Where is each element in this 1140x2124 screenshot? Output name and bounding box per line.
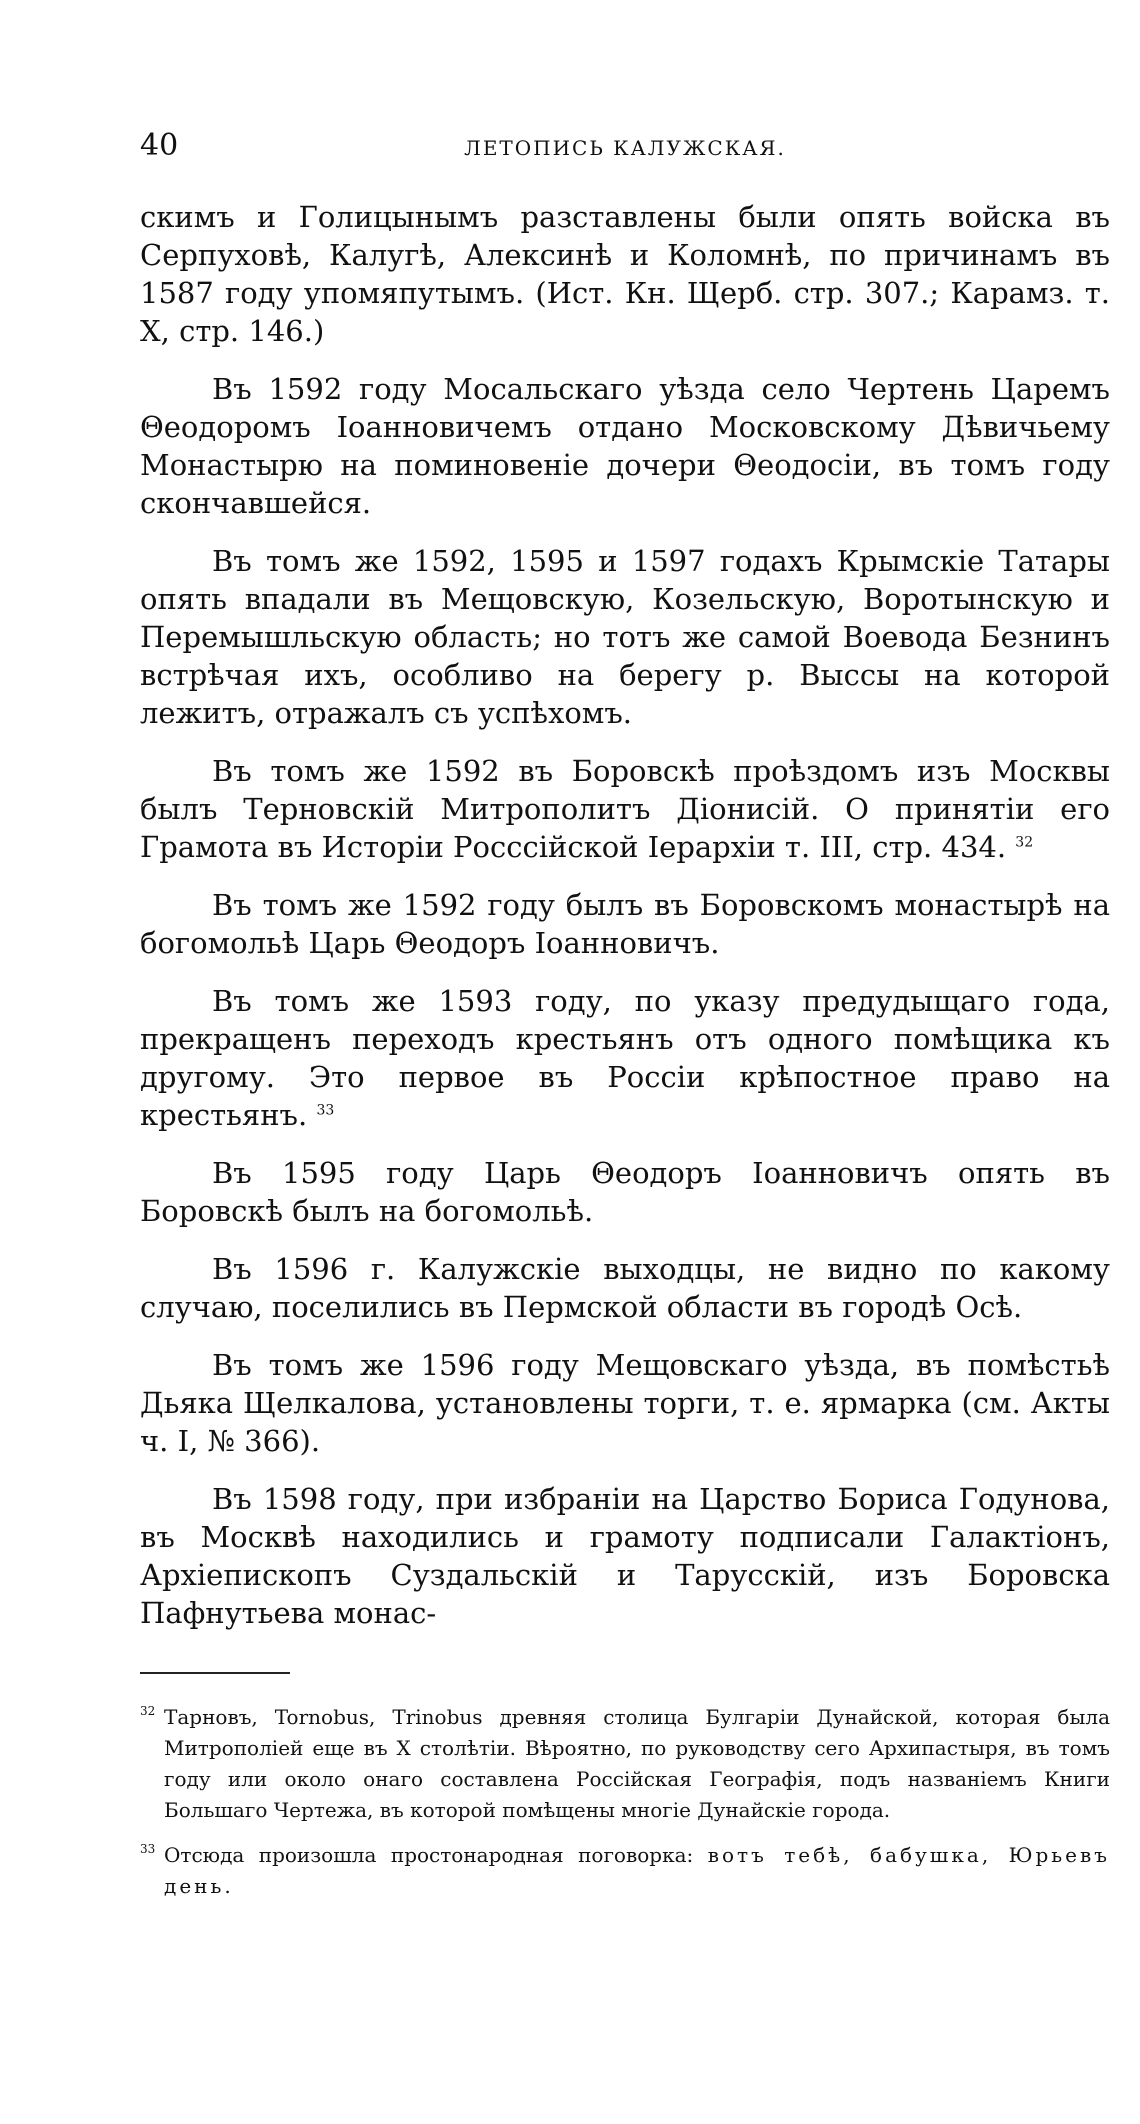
paragraph: скимъ и Голицынымъ разставлены были опять войска въ Серпуховѣ, Калугѣ, Алексинѣ и Коломнѣ, по причинамъ въ 1587 году упомяпутымъ. (Ист. Кн. Щерб. стр. 307.; Карамз. т. X, стр. 146.) [140,200,1110,348]
paragraph [140,752,1110,866]
page [140,128,1110,1916]
footnote-proverb: вотъ тебѣ, бабушка, Юрьевъ день. [164,1843,1111,1898]
footnote-text: Отсюда произошла простонародная поговорка: [164,1843,694,1867]
page-number: 40 [140,128,179,163]
paragraph: Въ 1595 году Царь Θеодоръ Іоанновичъ опять въ Боровскѣ былъ на богомольѣ. [140,1156,1110,1228]
footnote-divider [140,1672,290,1674]
page-header [140,128,1110,168]
paragraph: Въ томъ же 1592 году былъ въ Боровскомъ монастырѣ на богомольѣ Царь Θеодоръ Іоанновичъ. [140,888,1110,960]
body-text [140,198,1110,1632]
footnote-text: Тарновъ, Tornobus, Trinobus древняя столица Булгаріи Дунайской, которая была Митрополіей еще въ X столѣтіи. Вѣроятно, по руководству сего Архипастыря, въ томъ году или около онаго составлена Россійская Географія, подъ названіемъ Книги Большаго Чертежа, въ которой помѣщены многіе Дунайскіе города. [164,1705,1110,1822]
footnote-mark: 32 [140,1704,156,1718]
paragraph-text: Въ томъ же 1592 въ Боровскѣ проѣздомъ изъ Москвы былъ Терновскій Митрополитъ Діонисій. О принятіи его Грамота въ Исторіи Росссійской Іерархіи т. III, стр. 434. [140,754,1110,864]
paragraph: Въ 1592 году Мосальскаго уѣзда село Чертень Царемъ Θеодоромъ Іоанновичемъ отдано Московскому Дѣвичьему Монастырю на поминовеніе дочери Θеодосіи, въ томъ году скончавшейся. [140,372,1110,520]
paragraph: Въ томъ же 1592, 1595 и 1597 годахъ Крымскіе Татары опять впадали въ Мещовскую, Козельскую, Воротынскую и Перемышльскую область; но тотъ же самой Воевода Безнинъ встрѣчая ихъ, особливо на берегу р. Выссы на которой лежитъ, отражалъ съ успѣхомъ. [140,544,1110,730]
footnote-ref: 33 [316,1102,335,1119]
paragraph: Въ 1596 г. Калужскіе выходцы, не видно по какому случаю, поселились въ Пермской области въ городѣ Осѣ. [140,1252,1110,1324]
footnote [140,1702,1110,1826]
paragraph: Въ 1598 году, при избраніи на Царство Бориса Годунова, въ Москвѣ находились и грамоту подписали Галактіонъ, Архіепископъ Суздальскій и Тарусскій, изъ Боровска Пафнутьева монас- [140,1482,1110,1630]
footnote-mark: 33 [140,1842,156,1856]
footnote-ref: 32 [1015,834,1034,851]
footnotes [140,1702,1110,1902]
paragraph: Въ томъ же 1596 году Мещовскаго уѣзда, въ помѣстьѣ Дьяка Щелкалова, установлены торги, т. е. ярмарка (см. Акты ч. I, № 366). [140,1348,1110,1458]
running-title: ЛЕТОПИСЬ КАЛУЖСКАЯ. [464,136,786,160]
footnote [140,1840,1110,1902]
paragraph [140,982,1110,1134]
paragraph-text: Въ томъ же 1593 году, по указу предудыщаго года, прекращенъ переходъ крестьянъ отъ одного помѣщика къ другому. Это первое въ Россіи крѣпостное право на крестьянъ. [140,984,1110,1132]
